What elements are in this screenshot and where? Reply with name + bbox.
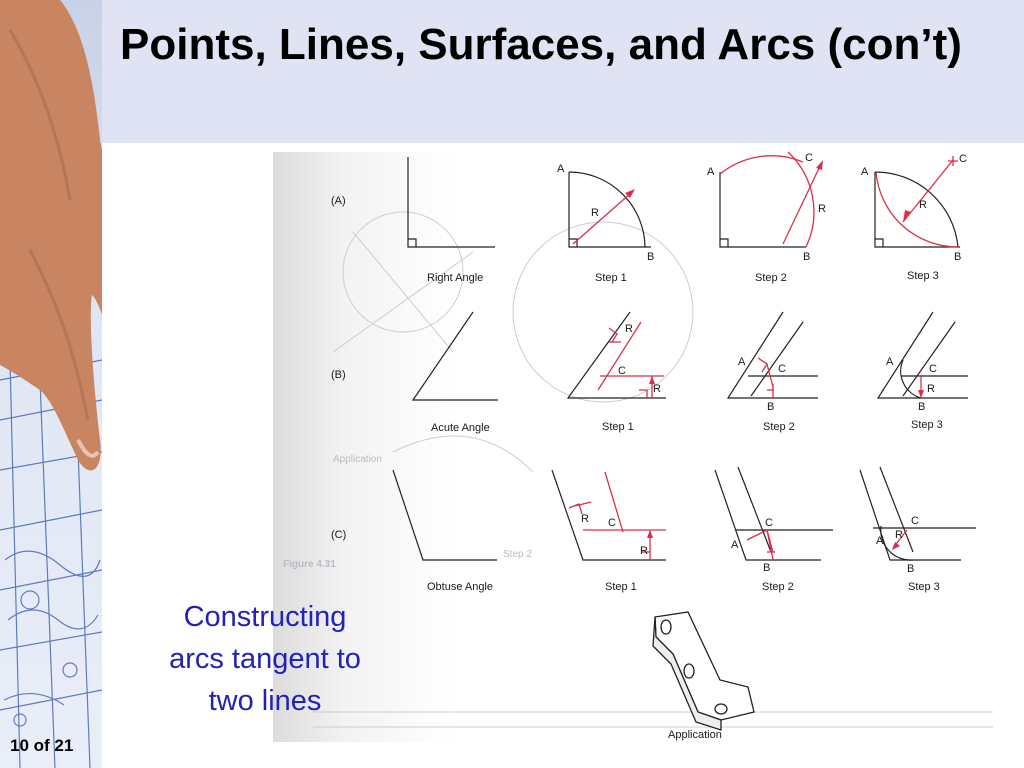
svg-text:R: R — [919, 199, 927, 211]
row-label-b: (B) — [331, 369, 346, 381]
row-b-title-1: Step 1 — [602, 421, 634, 433]
row-a-title-0: Right Angle — [427, 272, 484, 284]
row-a-step-1-figure — [569, 172, 651, 247]
svg-text:C: C — [805, 152, 813, 164]
caption-line: arcs tangent to — [169, 643, 361, 675]
svg-text:R: R — [591, 207, 599, 219]
svg-text:C: C — [929, 363, 937, 375]
acute-angle-figure — [413, 312, 498, 400]
row-c-title-1: Step 1 — [605, 581, 637, 593]
row-b-step-3-figure — [878, 312, 968, 398]
obtuse-angle-figure — [393, 470, 497, 560]
row-a-step-2-figure — [720, 152, 823, 247]
row-b-step-2-figure — [728, 312, 818, 398]
row-label-a: (A) — [331, 195, 346, 207]
row-b-title-2: Step 2 — [763, 421, 795, 433]
svg-text:A: A — [738, 356, 746, 368]
row-b-title-0: Acute Angle — [431, 422, 490, 434]
svg-text:B: B — [647, 251, 655, 263]
slide-caption — [140, 596, 390, 722]
svg-text:B: B — [763, 562, 771, 574]
row-b-title-3: Step 3 — [911, 419, 943, 431]
svg-text:C: C — [765, 517, 773, 529]
row-a-step-3-figure — [875, 156, 960, 247]
application-label: Application — [668, 729, 722, 741]
svg-text:R: R — [653, 383, 661, 395]
svg-text:R: R — [640, 545, 648, 557]
svg-text:R: R — [625, 323, 633, 335]
slide-title: Points, Lines, Surfaces, and Arcs (con’t) — [120, 20, 962, 69]
svg-text:A: A — [861, 166, 869, 178]
svg-text:C: C — [911, 515, 919, 527]
row-a-title-3: Step 3 — [907, 270, 939, 282]
row-c-step-1-figure — [552, 470, 666, 560]
row-a-title-2: Step 2 — [755, 272, 787, 284]
svg-text:B: B — [767, 401, 775, 413]
svg-text:B: B — [918, 401, 926, 413]
row-c-title-3: Step 3 — [908, 581, 940, 593]
right-angle-figure — [408, 157, 495, 247]
svg-text:Application: Application — [333, 454, 382, 465]
svg-text:C: C — [618, 365, 626, 377]
svg-text:A: A — [886, 356, 894, 368]
svg-text:B: B — [954, 251, 962, 263]
svg-text:R: R — [927, 383, 935, 395]
svg-text:R: R — [895, 529, 903, 541]
svg-text:Step 2: Step 2 — [503, 549, 532, 560]
row-label-c: (C) — [331, 529, 347, 541]
svg-text:R: R — [818, 203, 826, 215]
caption-line: Constructing — [183, 601, 347, 633]
slide-number: 10 of 21 — [10, 736, 74, 755]
svg-text:C: C — [608, 517, 616, 529]
caption-line: two lines — [208, 685, 322, 717]
row-c-title-0: Obtuse Angle — [427, 581, 494, 593]
svg-text:B: B — [907, 563, 915, 575]
svg-text:B: B — [803, 251, 811, 263]
decorative-hand-image — [0, 0, 102, 768]
row-c-title-2: Step 2 — [762, 581, 794, 593]
svg-text:A: A — [731, 539, 739, 551]
row-a-title-1: Step 1 — [595, 272, 627, 284]
svg-text:Figure 4.31: Figure 4.31 — [283, 559, 336, 570]
svg-text:C: C — [959, 153, 967, 165]
svg-text:C: C — [778, 363, 786, 375]
svg-text:A: A — [557, 163, 565, 175]
row-b-step-1-figure — [568, 312, 666, 398]
svg-text:R: R — [581, 513, 589, 525]
svg-text:A: A — [876, 535, 884, 547]
svg-text:A: A — [707, 166, 715, 178]
